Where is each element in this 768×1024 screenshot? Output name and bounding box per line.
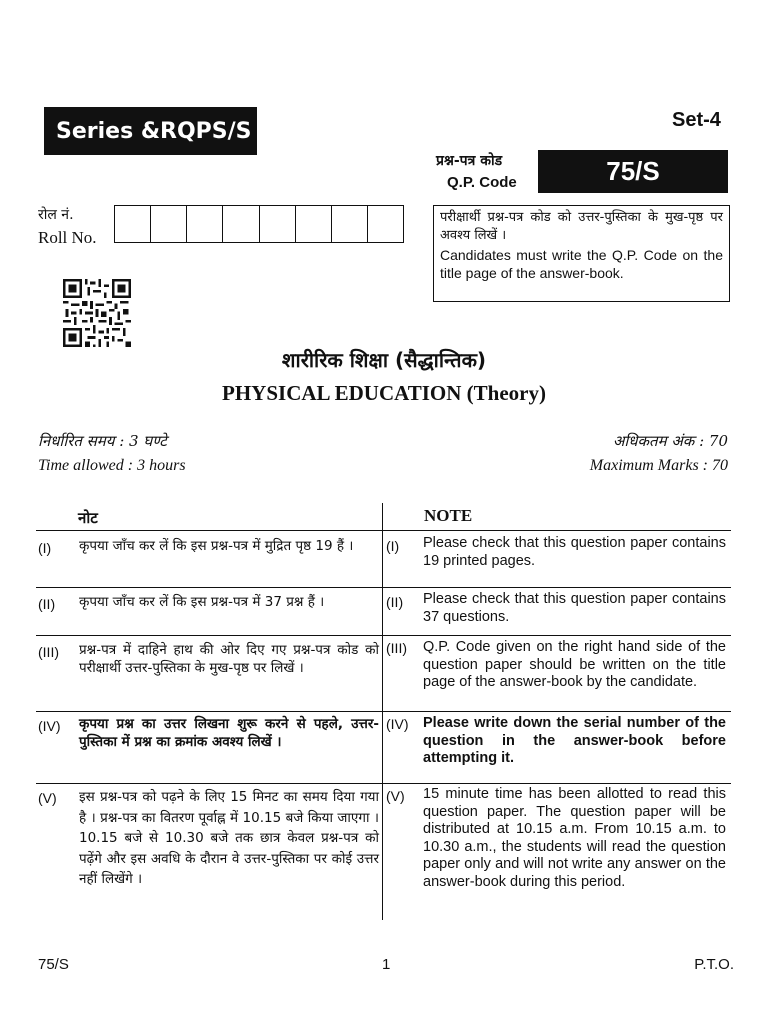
note-number-hindi: (I) xyxy=(38,540,52,556)
note-number: (I) xyxy=(386,538,400,554)
divider xyxy=(36,783,731,784)
note-heading: NOTE xyxy=(424,506,473,525)
note-number-hindi: (V) xyxy=(38,790,57,806)
pto-label: P.T.O. xyxy=(694,956,734,973)
maximum-marks-hindi: अधिकतम अंक : 70 xyxy=(612,432,728,450)
footer-code: 75/S xyxy=(38,956,69,973)
qp-code-box: 75/S xyxy=(538,150,728,193)
note-text: 15 minute time has been allotted to read this question paper. The question paper will be distributed at 10.15 a.m. From 10.15 a.m. to 10.30 a.m., the students will read the question paper only and will not write any answer on the answer-book during this period. xyxy=(423,786,726,890)
set-number: Set-4 xyxy=(672,109,721,131)
note-number-hindi: (II) xyxy=(38,596,56,612)
note-text: Please write down the serial number of the question in the answer-book before attempting it. xyxy=(423,715,726,767)
qp-code-label-hindi: प्रश्न-पत्र कोड xyxy=(436,153,503,169)
note-text-hindi: कृपया जाँच कर लें कि इस प्रश्न-पत्र में 37 प्रश्न हैं । xyxy=(79,594,325,610)
roll-digit-box[interactable] xyxy=(151,206,187,242)
note-text: Please check that this question paper contains 37 questions. xyxy=(423,591,726,625)
time-allowed: Time allowed : 3 hours xyxy=(38,457,186,474)
divider xyxy=(36,711,731,712)
note-number: (V) xyxy=(386,788,405,804)
roll-digit-box[interactable] xyxy=(187,206,223,242)
page-number: 1 xyxy=(382,956,391,973)
roll-digit-box[interactable] xyxy=(332,206,368,242)
roll-digit-box[interactable] xyxy=(115,206,151,242)
note-text-hindi: प्रश्न-पत्र में दाहिने हाथ की ओर दिए गए प्रश्न-पत्र कोड को परीक्षार्थी उत्तर-पुस्तिका के मुख-पृष्ठ पर लिखें । xyxy=(79,642,379,676)
candidate-instruction-hindi: परीक्षार्थी प्रश्न-पत्र कोड को उत्तर-पुस्तिका के मुख-पृष्ठ पर अवश्य लिखें । xyxy=(440,210,723,243)
note-number-hindi: (IV) xyxy=(38,718,61,734)
note-number-hindi: (III) xyxy=(38,644,59,660)
divider xyxy=(36,587,731,588)
roll-number-label-hindi: रोल नं. xyxy=(38,207,74,223)
note-text: Q.P. Code given on the right hand side of the question paper should be written on the title page of the answer-book by the candidate. xyxy=(423,639,726,691)
roll-digit-box[interactable] xyxy=(223,206,259,242)
roll-number-label: Roll No. xyxy=(38,228,97,247)
qp-code-label: Q.P. Code xyxy=(447,174,517,191)
note-text-hindi: इस प्रश्न-पत्र को पढ़ने के लिए 15 मिनट का समय दिया गया है । प्रश्न-पत्र का वितरण पूर्वाह्न में 10.15 बजे किया जाएगा । 10.15 बजे से 10.30 बजे तक छात्र केवल प्रश्न-पत्र को पढ़ेंगे और इस अवधि के दौरान वे उत्तर-पुस्तिका पर कोई उत्तर नहीं लिखेंगे । xyxy=(79,789,379,887)
note-number: (III) xyxy=(386,640,407,656)
time-allowed-hindi: निर्धारित समय : 3 घण्टे xyxy=(38,432,167,450)
roll-digit-box[interactable] xyxy=(260,206,296,242)
roll-number-boxes[interactable] xyxy=(114,205,404,243)
subject-title: PHYSICAL EDUCATION (Theory) xyxy=(222,381,546,405)
qr-code-icon xyxy=(63,279,131,347)
subject-title-hindi: शारीरिक शिक्षा (सैद्धान्तिक) xyxy=(281,348,487,372)
note-text: Please check that this question paper contains 19 printed pages. xyxy=(423,535,726,569)
note-number: (II) xyxy=(386,594,404,610)
series-badge: Series &RQPS/S xyxy=(44,107,257,155)
divider xyxy=(36,635,731,636)
roll-digit-box[interactable] xyxy=(368,206,403,242)
roll-digit-box[interactable] xyxy=(296,206,332,242)
note-number: (IV) xyxy=(386,716,409,732)
note-text-hindi: कृपया प्रश्न का उत्तर लिखना शुरू करने से पहले, उत्तर-पुस्तिका में प्रश्न का क्रमांक अवश्य लिखें । xyxy=(79,716,379,750)
candidate-instruction-english: Candidates must write the Q.P. Code on the title page of the answer-book. xyxy=(440,247,723,281)
divider xyxy=(36,530,731,531)
maximum-marks: Maximum Marks : 70 xyxy=(589,457,728,474)
note-text-hindi: कृपया जाँच कर लें कि इस प्रश्न-पत्र में मुद्रित पृष्ठ 19 हैं । xyxy=(79,538,354,554)
candidate-instruction-box xyxy=(433,205,730,302)
note-heading-hindi: नोट xyxy=(78,509,98,527)
